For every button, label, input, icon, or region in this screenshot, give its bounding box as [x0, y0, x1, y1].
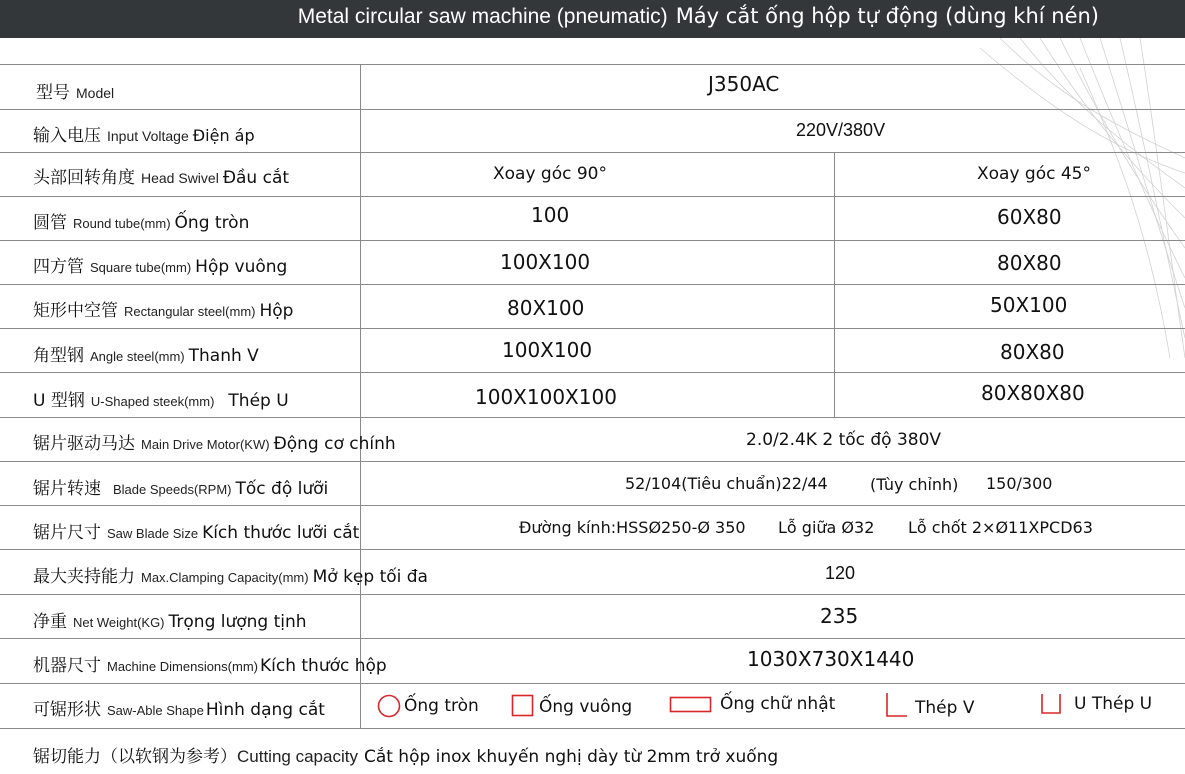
label-vi: Động cơ chính	[273, 434, 396, 454]
label-en: U-Shaped steek(mm)	[90, 394, 215, 409]
spec-row-net-weight	[0, 595, 1185, 639]
shape-rect-label: Ống chữ nhật	[720, 694, 836, 714]
spec-row-machine-dimensions	[0, 639, 1185, 684]
square-tube-icon	[511, 694, 535, 718]
label-zh: U 型钢	[33, 391, 85, 411]
title-english: Metal circular saw machine (pneumatic)	[297, 5, 668, 28]
square-90-value: 100X100	[500, 250, 591, 274]
label-zh: 四方管	[33, 257, 84, 277]
label-vi: Kích thước hộp	[259, 656, 387, 676]
label-zh: 头部回转角度	[33, 168, 135, 188]
angle-45-value: 80X80	[1000, 340, 1065, 364]
label-en: Max.Clamping Capacity(mm)	[141, 570, 309, 585]
spec-row-main-motor	[0, 418, 1185, 462]
label-en: Saw-Able Shape	[107, 703, 204, 718]
label-zh: 可锯形状	[33, 700, 101, 720]
spec-row-head-swivel	[0, 153, 1185, 197]
spec-row-blade-speeds	[0, 462, 1185, 506]
spec-row-saw-blade-size	[0, 506, 1185, 550]
model-value: J350AC	[708, 72, 780, 96]
label-en: Main Drive Motor(KW)	[141, 437, 270, 452]
motor-value: 2.0/2.4K 2 tốc độ 380V	[746, 430, 942, 450]
rect-45-value: 50X100	[990, 293, 1068, 317]
shape-u-label: U Thép U	[1074, 694, 1153, 714]
blade-pinhole-value: Lỗ chốt 2×Ø11XPCD63	[908, 518, 1093, 537]
label-vi: Kích thước lưỡi cắt	[202, 523, 360, 543]
spec-row-rectangular-steel	[0, 285, 1185, 329]
label-zh: 型号	[36, 83, 70, 103]
voltage-value: 220V/380V	[796, 120, 886, 140]
label-zh: 锯片转速	[33, 479, 101, 499]
cutting-capacity-note	[33, 742, 778, 767]
label-en: Saw Blade Size	[107, 526, 199, 541]
rectangular-tube-icon	[669, 696, 713, 714]
angle-steel-icon	[885, 692, 909, 718]
label-en: Input Voltage	[107, 128, 189, 144]
shape-angle-label: Thép V	[915, 698, 975, 718]
label-vi: Thép U	[228, 391, 289, 411]
spec-row-u-shaped-steel	[0, 373, 1185, 418]
label-en: Round tube(mm)	[73, 216, 171, 231]
label-vi: Tốc độ lưỡi	[235, 479, 329, 499]
label-vi: Hình dạng cắt	[205, 700, 325, 720]
ushape-45-value: 80X80X80	[981, 381, 1085, 405]
label-vi: Ống tròn	[174, 213, 250, 233]
label-zh: 角型钢	[33, 346, 84, 366]
rect-90-value: 80X100	[507, 296, 585, 320]
spec-row-angle-steel	[0, 329, 1185, 373]
label-vi: Hộp vuông	[195, 257, 288, 277]
round-45-value: 60X80	[997, 205, 1062, 229]
ushape-90-value: 100X100X100	[475, 385, 617, 409]
speed-standard-value: 52/104(Tiêu chuẩn)22/44	[625, 474, 828, 493]
title-bar	[0, 0, 1185, 38]
blade-diameter-value: Đường kính:HSSØ250-Ø 350	[519, 518, 746, 537]
label-zh: 锯片驱动马达	[33, 434, 135, 454]
footer-en: Cutting capacity	[237, 747, 358, 766]
label-vi: Mở kẹp tối đa	[312, 567, 428, 587]
round-90-value: 100	[531, 203, 570, 227]
dimensions-value: 1030X730X1440	[747, 647, 915, 671]
label-vi: Trọng lượng tịnh	[168, 612, 307, 632]
label-en: Head Swivel	[141, 170, 219, 186]
clamp-value: 120	[825, 563, 856, 583]
u-channel-icon	[1040, 692, 1064, 716]
footer-zh: 锯切能力（以软钢为参考）	[33, 747, 237, 767]
label-en: Blade Speeds(RPM)	[113, 482, 232, 497]
label-zh: 净重	[33, 612, 67, 632]
label-zh: 矩形中空管	[33, 301, 118, 321]
label-en: Rectangular steel(mm)	[124, 304, 256, 319]
blade-bore-value: Lỗ giữa Ø32	[778, 518, 875, 537]
footer-vi: Cắt hộp inox khuyến nghị dày từ 2mm trở xuống	[363, 747, 779, 767]
swivel-45-value: Xoay góc 45°	[977, 164, 1092, 184]
page-title	[298, 4, 1099, 29]
spec-row-square-tube	[0, 241, 1185, 285]
label-vi: Hộp	[259, 301, 294, 321]
label-en: Square tube(mm)	[90, 260, 192, 275]
title-vietnamese: Máy cắt ống hộp tự động (dùng khí nén)	[675, 4, 1099, 28]
label-zh: 最大夹持能力	[33, 567, 135, 587]
label-zh: 锯片尺寸	[33, 523, 101, 543]
shape-round-label: Ống tròn	[404, 696, 479, 716]
label-vi: Đầu cắt	[222, 168, 290, 188]
shape-square-label: Ống vuông	[539, 697, 633, 717]
label-zh: 输入电压	[33, 126, 101, 146]
spec-row-saw-able-shape	[0, 684, 1185, 729]
angle-90-value: 100X100	[502, 338, 593, 362]
label-en: Angle steel(mm)	[90, 349, 185, 364]
spec-row-round-tube	[0, 197, 1185, 241]
label-en: Net Weight(KG)	[73, 615, 165, 630]
weight-value: 235	[820, 604, 859, 628]
square-45-value: 80X80	[997, 251, 1062, 275]
label-en: Model	[76, 85, 115, 101]
label-zh: 机器尺寸	[33, 656, 101, 676]
round-tube-icon	[377, 694, 401, 718]
label-zh: 圆管	[33, 213, 67, 233]
spec-row-voltage	[0, 109, 1185, 153]
spec-row-model	[0, 64, 1185, 110]
spec-row-max-clamping	[0, 550, 1185, 595]
speed-custom-label: (Tùy chỉnh)	[870, 475, 959, 494]
label-vi: Thanh V	[188, 346, 259, 366]
swivel-90-value: Xoay góc 90°	[493, 164, 608, 184]
speed-custom-value: 150/300	[986, 474, 1053, 493]
label-en: Machine Dimensions(mm)	[107, 659, 258, 674]
label-vi: Điện áp	[192, 126, 255, 145]
